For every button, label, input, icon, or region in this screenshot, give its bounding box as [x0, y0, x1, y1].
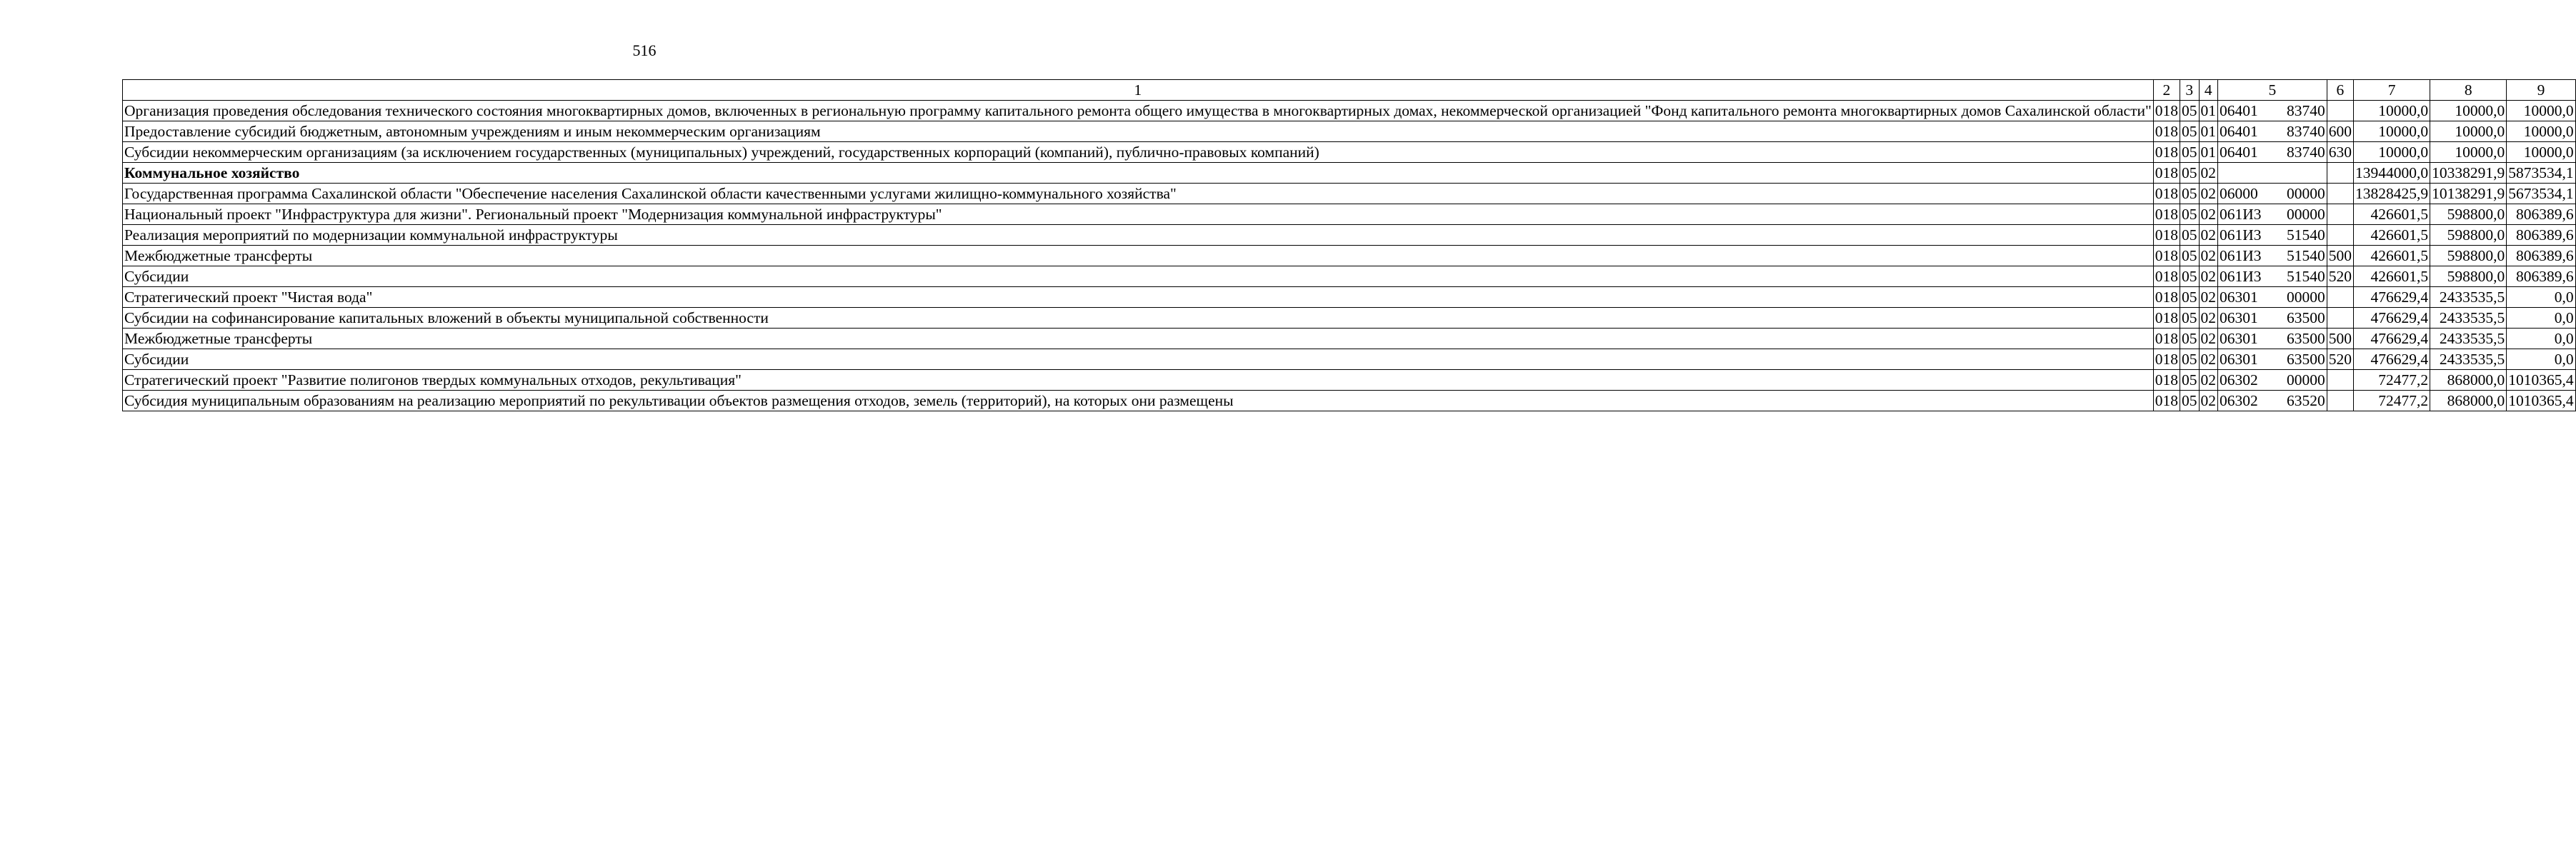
row-subsection-code: 01	[2199, 101, 2218, 121]
row-expense-type	[2327, 287, 2353, 308]
row-ministry-code: 018	[2153, 163, 2180, 184]
row-program-code: 061И3	[2220, 206, 2262, 223]
row-ministry-code: 018	[2153, 349, 2180, 370]
row-expense-type	[2327, 204, 2353, 225]
row-target-article	[2218, 163, 2327, 184]
row-section-code: 05	[2180, 204, 2200, 225]
row-amount-col7: 13828425,9	[2354, 184, 2430, 204]
row-amount-col9: 1010365,4	[2507, 370, 2575, 391]
row-amount-col7: 10000,0	[2354, 142, 2430, 163]
row-name: Субсидии на софинансирование капитальных вложений в объекты муниципальной собственности	[123, 308, 2154, 329]
row-ministry-code: 018	[2153, 391, 2180, 411]
row-amount-col8: 10000,0	[2430, 121, 2507, 142]
row-section-code: 05	[2180, 121, 2200, 142]
row-amount-col9: 806389,6	[2507, 225, 2575, 246]
col-header-7: 7	[2354, 80, 2430, 101]
row-expense-type: 500	[2327, 246, 2353, 266]
row-name: Коммунальное хозяйство	[123, 163, 2154, 184]
row-program-code: 061И3	[2220, 247, 2262, 264]
row-expense-type: 600	[2327, 121, 2353, 142]
row-expense-type: 520	[2327, 349, 2353, 370]
row-expense-type	[2327, 101, 2353, 121]
row-amount-col7: 426601,5	[2354, 246, 2430, 266]
row-expense-type: 500	[2327, 329, 2353, 349]
row-amount-col9: 5673534,1	[2507, 184, 2575, 204]
row-section-code: 05	[2180, 225, 2200, 246]
row-program-code: 06301	[2220, 289, 2258, 306]
row-direction-code: 63500	[2287, 309, 2325, 326]
row-section-code: 05	[2180, 266, 2200, 287]
row-amount-col9: 0,0	[2507, 349, 2575, 370]
col-header-1: 1	[123, 80, 2154, 101]
header-row	[123, 80, 2576, 101]
row-direction-code: 83740	[2287, 102, 2325, 119]
row-ministry-code: 018	[2153, 121, 2180, 142]
row-section-code: 05	[2180, 163, 2200, 184]
row-ministry-code: 018	[2153, 308, 2180, 329]
row-target-article	[2218, 266, 2327, 287]
row-ministry-code: 018	[2153, 225, 2180, 246]
row-name: Национальный проект "Инфраструктура для жизни". Региональный проект "Модернизация коммунальной инфраструктуры"	[123, 204, 2154, 225]
col-header-4: 4	[2199, 80, 2218, 101]
row-name: Стратегический проект "Развитие полигонов твердых коммунальных отходов, рекультивация"	[123, 370, 2154, 391]
row-direction-code: 00000	[2287, 371, 2325, 389]
table-row	[123, 163, 2576, 184]
row-program-code: 061И3	[2220, 226, 2262, 244]
table-row	[123, 121, 2576, 142]
row-direction-code: 00000	[2287, 185, 2325, 202]
row-expense-type: 520	[2327, 266, 2353, 287]
page-number: 516	[632, 41, 657, 59]
row-amount-col9: 10000,0	[2507, 101, 2575, 121]
row-amount-col7: 72477,2	[2354, 391, 2430, 411]
table-row	[123, 370, 2576, 391]
row-amount-col8: 10000,0	[2430, 142, 2507, 163]
row-subsection-code: 02	[2199, 391, 2218, 411]
row-ministry-code: 018	[2153, 287, 2180, 308]
row-program-code: 06301	[2220, 351, 2258, 368]
table-row	[123, 287, 2576, 308]
row-target-article	[2218, 349, 2327, 370]
row-direction-code: 83740	[2287, 144, 2325, 161]
row-amount-col7: 476629,4	[2354, 329, 2430, 349]
row-direction-code: 51540	[2287, 268, 2325, 285]
row-expense-type: 630	[2327, 142, 2353, 163]
row-amount-col9: 10000,0	[2507, 121, 2575, 142]
row-amount-col9: 0,0	[2507, 329, 2575, 349]
row-amount-col8: 598800,0	[2430, 204, 2507, 225]
row-direction-code: 00000	[2287, 206, 2325, 223]
row-amount-col7: 476629,4	[2354, 287, 2430, 308]
row-subsection-code: 02	[2199, 184, 2218, 204]
row-direction-code: 00000	[2287, 289, 2325, 306]
row-name: Реализация мероприятий по модернизации коммунальной инфраструктуры	[123, 225, 2154, 246]
row-amount-col8: 868000,0	[2430, 370, 2507, 391]
row-target-article	[2218, 142, 2327, 163]
row-subsection-code: 02	[2199, 370, 2218, 391]
row-ministry-code: 018	[2153, 329, 2180, 349]
row-subsection-code: 02	[2199, 204, 2218, 225]
row-program-code: 06401	[2220, 102, 2258, 119]
budget-table	[122, 79, 2576, 411]
row-amount-col7: 426601,5	[2354, 204, 2430, 225]
row-amount-col9: 0,0	[2507, 287, 2575, 308]
row-amount-col8: 598800,0	[2430, 266, 2507, 287]
row-amount-col7: 426601,5	[2354, 225, 2430, 246]
row-name: Стратегический проект "Чистая вода"	[123, 287, 2154, 308]
row-name: Субсидии	[123, 266, 2154, 287]
row-target-article	[2218, 287, 2327, 308]
col-header-5: 5	[2218, 80, 2327, 101]
row-section-code: 05	[2180, 329, 2200, 349]
row-ministry-code: 018	[2153, 204, 2180, 225]
row-subsection-code: 02	[2199, 349, 2218, 370]
row-section-code: 05	[2180, 142, 2200, 163]
table-row	[123, 349, 2576, 370]
row-ministry-code: 018	[2153, 142, 2180, 163]
table-row	[123, 142, 2576, 163]
row-name: Государственная программа Сахалинской области "Обеспечение населения Сахалинской области качественными услугами жилищно-коммунального хозяйства"	[123, 184, 2154, 204]
row-name: Субсидии	[123, 349, 2154, 370]
table-row	[123, 329, 2576, 349]
col-header-2: 2	[2153, 80, 2180, 101]
row-subsection-code: 02	[2199, 246, 2218, 266]
row-program-code: 06302	[2220, 392, 2258, 409]
row-program-code: 06000	[2220, 185, 2258, 202]
row-target-article	[2218, 121, 2327, 142]
row-amount-col7: 476629,4	[2354, 349, 2430, 370]
col-header-9: 9	[2507, 80, 2575, 101]
row-amount-col9: 0,0	[2507, 308, 2575, 329]
table-row	[123, 225, 2576, 246]
table-body	[123, 101, 2576, 411]
row-ministry-code: 018	[2153, 266, 2180, 287]
row-section-code: 05	[2180, 391, 2200, 411]
row-name: Межбюджетные трансферты	[123, 246, 2154, 266]
row-amount-col9: 1010365,4	[2507, 391, 2575, 411]
row-direction-code: 63500	[2287, 351, 2325, 368]
row-section-code: 05	[2180, 246, 2200, 266]
row-expense-type	[2327, 184, 2353, 204]
row-section-code: 05	[2180, 308, 2200, 329]
row-program-code: 06301	[2220, 309, 2258, 326]
table-row	[123, 308, 2576, 329]
row-program-code: 06401	[2220, 123, 2258, 140]
col-header-6: 6	[2327, 80, 2353, 101]
row-subsection-code: 02	[2199, 329, 2218, 349]
row-subsection-code: 02	[2199, 287, 2218, 308]
row-amount-col7: 476629,4	[2354, 308, 2430, 329]
row-name: Межбюджетные трансферты	[123, 329, 2154, 349]
row-program-code: 06301	[2220, 330, 2258, 347]
row-amount-col8: 10000,0	[2430, 101, 2507, 121]
row-name: Субсидия муниципальным образованиям на реализацию мероприятий по рекультивации объектов размещения отходов, земель (территорий), на которых они размещены	[123, 391, 2154, 411]
row-amount-col9: 806389,6	[2507, 204, 2575, 225]
table-row	[123, 246, 2576, 266]
row-program-code: 06302	[2220, 371, 2258, 389]
row-subsection-code: 01	[2199, 142, 2218, 163]
row-expense-type	[2327, 308, 2353, 329]
row-amount-col9: 806389,6	[2507, 246, 2575, 266]
row-expense-type	[2327, 391, 2353, 411]
row-name: Субсидии некоммерческим организациям (за исключением государственных (муниципальных) учреждений, государственных корпораций (компаний), публично-правовых компаний)	[123, 142, 2154, 163]
row-ministry-code: 018	[2153, 184, 2180, 204]
row-direction-code: 51540	[2287, 226, 2325, 244]
row-section-code: 05	[2180, 184, 2200, 204]
row-target-article	[2218, 204, 2327, 225]
row-amount-col8: 10138291,9	[2430, 184, 2507, 204]
row-amount-col9: 10000,0	[2507, 142, 2575, 163]
row-direction-code: 63520	[2287, 392, 2325, 409]
row-target-article	[2218, 184, 2327, 204]
row-ministry-code: 018	[2153, 246, 2180, 266]
col-header-8: 8	[2430, 80, 2507, 101]
row-subsection-code: 02	[2199, 308, 2218, 329]
row-amount-col8: 2433535,5	[2430, 308, 2507, 329]
row-amount-col8: 598800,0	[2430, 225, 2507, 246]
table-row	[123, 101, 2576, 121]
table-row	[123, 204, 2576, 225]
row-ministry-code: 018	[2153, 370, 2180, 391]
row-amount-col8: 2433535,5	[2430, 287, 2507, 308]
row-section-code: 05	[2180, 349, 2200, 370]
row-target-article	[2218, 101, 2327, 121]
row-direction-code: 83740	[2287, 123, 2325, 140]
row-subsection-code: 02	[2199, 225, 2218, 246]
row-amount-col8: 868000,0	[2430, 391, 2507, 411]
row-target-article	[2218, 246, 2327, 266]
row-target-article	[2218, 391, 2327, 411]
row-program-code: 06401	[2220, 144, 2258, 161]
row-name: Организация проведения обследования технического состояния многоквартирных домов, включенных в региональную программу капитального ремонта общего имущества в многоквартирных домах, некоммерческой организацией "Фонд капитального ремонта многоквартирных домов Сахалинской области"	[123, 101, 2154, 121]
table-row	[123, 391, 2576, 411]
row-name: Предоставление субсидий бюджетным, автономным учреждениям и иным некоммерческим организациям	[123, 121, 2154, 142]
row-expense-type	[2327, 370, 2353, 391]
row-amount-col7: 13944000,0	[2354, 163, 2430, 184]
row-target-article	[2218, 329, 2327, 349]
row-direction-code: 51540	[2287, 247, 2325, 264]
row-amount-col8: 598800,0	[2430, 246, 2507, 266]
row-amount-col8: 2433535,5	[2430, 349, 2507, 370]
table-row	[123, 184, 2576, 204]
row-expense-type	[2327, 163, 2353, 184]
row-section-code: 05	[2180, 101, 2200, 121]
row-subsection-code: 01	[2199, 121, 2218, 142]
row-direction-code: 63500	[2287, 330, 2325, 347]
row-amount-col8: 2433535,5	[2430, 329, 2507, 349]
table-row	[123, 266, 2576, 287]
row-amount-col7: 10000,0	[2354, 121, 2430, 142]
row-subsection-code: 02	[2199, 266, 2218, 287]
row-target-article	[2218, 308, 2327, 329]
row-target-article	[2218, 370, 2327, 391]
row-ministry-code: 018	[2153, 101, 2180, 121]
row-amount-col9: 5873534,1	[2507, 163, 2575, 184]
row-amount-col8: 10338291,9	[2430, 163, 2507, 184]
row-amount-col7: 10000,0	[2354, 101, 2430, 121]
col-header-3: 3	[2180, 80, 2200, 101]
row-subsection-code: 02	[2199, 163, 2218, 184]
row-amount-col7: 72477,2	[2354, 370, 2430, 391]
row-expense-type	[2327, 225, 2353, 246]
row-program-code: 061И3	[2220, 268, 2262, 285]
row-amount-col9: 806389,6	[2507, 266, 2575, 287]
row-section-code: 05	[2180, 370, 2200, 391]
row-target-article	[2218, 225, 2327, 246]
row-amount-col7: 426601,5	[2354, 266, 2430, 287]
row-section-code: 05	[2180, 287, 2200, 308]
